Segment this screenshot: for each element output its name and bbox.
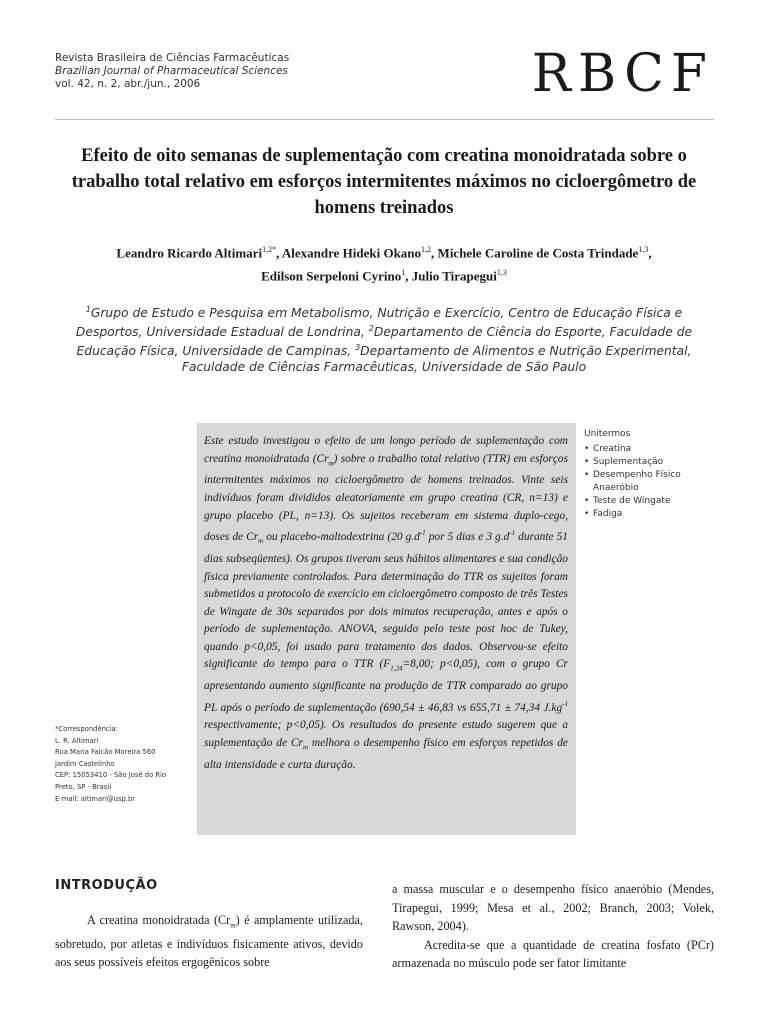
- correspondence-line: Preto, SP - Brasil: [55, 782, 112, 791]
- author-separator: ,: [648, 245, 652, 261]
- correspondence-line: Jardim Castelinho: [55, 759, 115, 768]
- author-affil-mark: 1,3: [496, 268, 507, 278]
- correspondence-line: Rua Maria Falcão Moreira 560: [55, 748, 156, 757]
- author-separator: ,: [431, 245, 438, 261]
- correspondence-block: [55, 724, 185, 805]
- body-subscript: m: [230, 921, 236, 930]
- author-name: Edilson Serpeloni Cyrino: [261, 268, 402, 284]
- author-name: Leandro Ricardo Altimari: [116, 245, 263, 261]
- body-text: ) é amplamente utilizada, sobretudo, por atletas e indivíduos fisicamente ativos, devido aos seus possíveis efeitos ergogênicos sobre: [55, 913, 363, 970]
- abstract-text: durante 51 dias subseqüentes). Os grupos tiveram seus hábitos alimentares e sua condição física previamente controlados. Para determinação do TTR os sujeitos foram submetidos a protocolo de exercício em cicloergômetro composto de três Testes de Wingate de 30s separados por dois minutos recuperação, antes e após o período de suplementação. ANOVA, seguido pelo teste post hoc de Tukey, quando p<0,05, foi usado para tratamento dos dados. Observou-se efeito significante do tempo para o TTR (F: [204, 531, 568, 671]
- author-separator: ,: [276, 245, 282, 261]
- body-text: A creatina monoidratada (Cr: [87, 913, 231, 927]
- abstract-superscript: -1: [419, 529, 426, 538]
- journal-logo: RBCF: [531, 44, 714, 104]
- keywords-list: [584, 443, 714, 521]
- keyword-item: • Creatina: [584, 443, 714, 456]
- author-affil-mark: 1,2: [421, 245, 432, 254]
- correspondence-line: CEP: 15053410 - São José do Rio: [55, 771, 167, 780]
- abstract-subscript: m: [328, 458, 334, 467]
- journal-info: [55, 52, 289, 91]
- author-name: Julio Tirapegui: [411, 268, 497, 284]
- affiliation-text: Departamento de Ciência do Esporte, Faculdade de Educação Física, Universidade de Campinas,: [76, 325, 693, 359]
- abstract-subscript: m: [302, 743, 309, 752]
- author-affil-mark: 1,2*: [262, 245, 277, 254]
- abstract-text: =8,00; p<0,05), com o grupo Cr apresentando aumento significante na produção de TTR comparado ao grupo PL após o período de suplementação (690,54 ± 46,83 vs 655,71 ± 74,34 J.kg: [204, 658, 568, 714]
- abstract-text: respectivamente; p<0,05). Os resultados do presente estudo sugerem que a suplementação de Cr: [204, 719, 568, 749]
- affil-mark: 2: [368, 324, 374, 334]
- journal-name-en: Brazilian Journal of Pharmaceutical Sciences: [55, 65, 288, 77]
- journal-volume: vol. 42, n. 2, abr./jun., 2006: [55, 78, 201, 90]
- section-heading-introduction: INTRODUÇÃO: [55, 878, 158, 893]
- abstract-text: ou placebo-maltodextrina (20 g.d: [263, 531, 420, 544]
- abstract-text: Este estudo investigou o efeito de um longo período de suplementação com creatina monoidratada (Cr: [204, 435, 568, 465]
- keyword-item: • Suplementação: [584, 456, 714, 469]
- correspondence-line: L. R. Altimari: [55, 736, 99, 745]
- keywords-panel: [584, 428, 714, 521]
- header-divider: [55, 119, 714, 120]
- abstract-subscript: 1,24: [390, 664, 403, 673]
- abstract-subscript: m: [258, 537, 264, 546]
- abstract-text: por 5 dias e 3 g.d: [425, 531, 510, 544]
- article-title: Efeito de oito semanas de suplementação com creatina monoidratada sobre o trabalho total relativo em esforços intermitentes máximos no cicloergômetro de homens treinados: [71, 146, 697, 218]
- body-paragraph: [55, 911, 363, 972]
- author-affil-mark: 1: [401, 268, 406, 278]
- author-list: [40, 240, 728, 287]
- affiliation-text: Departamento de Alimentos e Nutrição Experimental, Faculdade de Ciências Farmacêuticas, Universidade de São Paulo: [181, 344, 692, 375]
- journal-name-pt: Revista Brasileira de Ciências Farmacêuticas: [55, 52, 290, 64]
- keyword-item: • Desempenho Físico Anaeróbio: [584, 469, 714, 495]
- keyword-item: • Fadiga: [584, 508, 714, 521]
- body-column-left: [55, 911, 363, 972]
- author-separator: ,: [405, 268, 412, 284]
- body-column-right: [392, 880, 714, 973]
- body-paragraph: a massa muscular e o desempenho físico anaeróbio (Mendes, Tirapegui, 1999; Mesa et al., 2002; Branch, 2003; Volek, Rawson, 2004).: [392, 882, 714, 933]
- abstract-box: [197, 423, 576, 835]
- abstract-superscript: -1: [509, 529, 516, 538]
- affil-mark: 3: [355, 343, 361, 353]
- correspondence-email: E-mail: altimari@usp.br: [55, 794, 136, 803]
- keyword-item: • Teste de Wingate: [584, 495, 714, 508]
- affiliation-text: Grupo de Estudo e Pesquisa em Metabolismo, Nutrição e Exercício, Centro de Educação Física e Desportos, Universidade Estadual de Londrina,: [75, 306, 683, 340]
- author-name: Alexandre Hideki Okano: [281, 245, 422, 261]
- abstract-text: ) sobre o trabalho total relativo (TTR) em esforços intermitentes máximos no cicloergômetro de homens treinados. Vinte seis indivíduos foram divididos aleatoriamente em grupo creatina (CR, n=13) e grupo placebo (PL, n=13). Os sujeitos receberam em sistema duplo-cego, doses de Cr: [204, 452, 569, 544]
- affiliations: [55, 302, 713, 375]
- abstract-superscript: -1: [562, 699, 568, 708]
- author-name: Michele Caroline de Costa Trindade: [437, 245, 639, 261]
- abstract-text: melhora o desempenho físico em esforços repetidos de alta intensidade e curta duração.: [204, 736, 568, 771]
- body-paragraph: Acredita-se que a quantidade de creatina fosfato (PCr) armazenada no músculo pode ser fator limitante: [392, 937, 714, 970]
- correspondence-label: *Correspondência:: [55, 725, 119, 733]
- keywords-title: Unitermos: [584, 429, 631, 439]
- affil-mark: 1: [85, 305, 91, 314]
- author-affil-mark: 1,3: [638, 245, 649, 254]
